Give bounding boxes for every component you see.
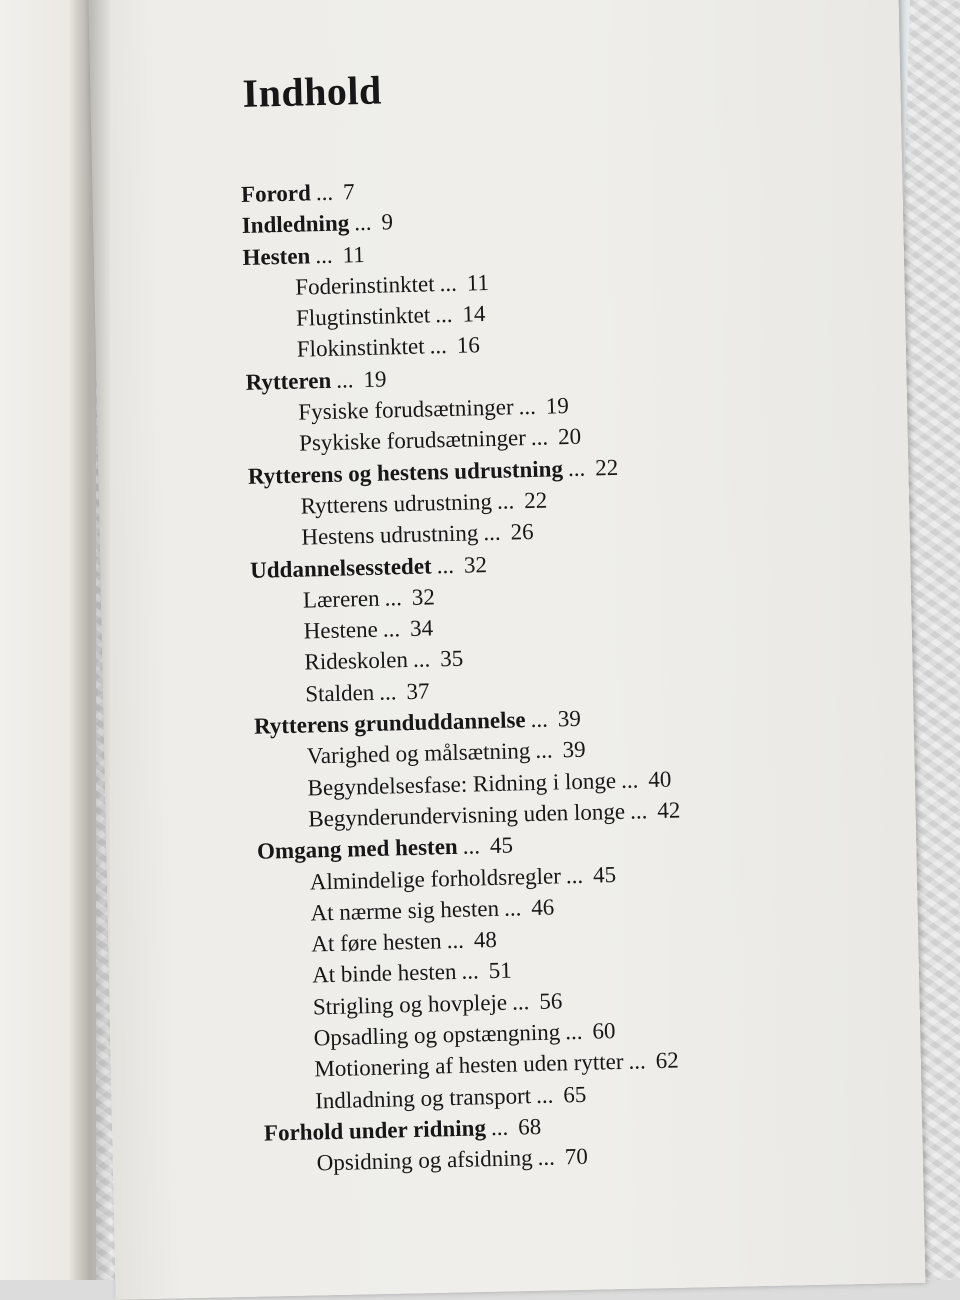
toc-page-number: 70	[564, 1143, 589, 1170]
toc-dot-leader: ...	[530, 424, 549, 451]
toc-page-number: 11	[342, 241, 365, 268]
toc-dot-leader: ...	[412, 646, 431, 673]
toc-dot-leader: ...	[518, 393, 537, 420]
toc-dot-leader: ...	[503, 895, 522, 921]
toc-dot-leader: ...	[434, 302, 453, 328]
toc-entry-title: At føre hesten	[311, 928, 442, 957]
toc-dot-leader: ...	[314, 242, 333, 268]
toc-entry-title: Rytterens udrustning	[300, 488, 493, 519]
toc-entry-title: Hesten	[242, 242, 311, 270]
toc-entry-title: Indladning og transport	[314, 1082, 532, 1114]
toc-dot-leader: ...	[511, 988, 530, 1015]
toc-entry-title: Fysiske forudsætninger	[298, 394, 514, 425]
toc-entry-title: Flokinstinktet	[296, 334, 425, 363]
toc-page-number: 7	[342, 179, 355, 205]
toc-dot-leader: ...	[567, 455, 586, 481]
toc-entry-title: Forord	[240, 180, 312, 207]
toc-entry-title: Hestens udrustning	[301, 520, 479, 550]
toc-page-number: 11	[466, 269, 490, 296]
toc-entry-title: Flugtinstinktet	[295, 302, 431, 331]
toc-dot-leader: ...	[378, 679, 397, 705]
toc-page-number: 42	[656, 797, 681, 823]
toc-page-number: 22	[594, 454, 619, 481]
toc-dot-leader: ...	[629, 798, 648, 824]
toc-entry-title: At binde hesten	[311, 959, 457, 988]
toc-page-number: 39	[557, 705, 582, 732]
toc-dot-leader: ...	[429, 333, 448, 359]
toc-entry-title: At nærme sig hesten	[310, 895, 500, 926]
toc-entry-title: Begyndelsesfase: Ridning i longe	[307, 767, 617, 801]
toc-page-number: 45	[489, 832, 514, 859]
toc-page-number: 45	[592, 861, 617, 888]
toc-page-number: 46	[530, 894, 555, 920]
toc-dot-leader: ...	[564, 1018, 583, 1045]
toc-entry-title: Rytteren	[245, 367, 332, 395]
toc-page-number: 22	[523, 487, 548, 514]
toc-page-number: 32	[463, 551, 488, 578]
toc-entry-title: Opsidning og afsidning	[316, 1145, 533, 1176]
toc-entry-title: Uddannelsesstedet	[249, 552, 432, 583]
page-title: Indhold	[242, 67, 383, 116]
toc-page-number: 68	[517, 1113, 542, 1140]
toc-dot-leader: ...	[335, 367, 354, 393]
toc-page-number: 62	[655, 1047, 680, 1074]
toc-page-number: 19	[363, 366, 387, 392]
toc-entry-title: Foderinstinktet	[295, 271, 435, 300]
toc-page-number: 32	[411, 584, 436, 610]
toc-dot-leader: ...	[384, 585, 403, 611]
toc-page-number: 65	[562, 1081, 587, 1107]
toc-entry-title: Rideskolen	[304, 647, 409, 676]
toc-page-number: 56	[539, 988, 563, 1014]
toc-dot-leader: ...	[315, 179, 334, 206]
toc-entry-title: Almindelige forholdsregler	[309, 862, 562, 895]
toc-entry-title: Indledning	[241, 210, 350, 239]
toc-page-number: 48	[473, 927, 498, 953]
toc-entry-title: Psykiske forudsætninger	[298, 425, 527, 456]
toc-entry-title: Rytterens grunduddannelse	[253, 707, 526, 739]
toc-dot-leader: ...	[353, 210, 372, 236]
toc-page-number: 37	[406, 678, 430, 704]
toc-page-number: 35	[439, 646, 464, 672]
toc-entry-title: Stalden	[304, 679, 375, 707]
toc-dot-leader: ...	[490, 1114, 509, 1141]
toc-dot-leader: ...	[436, 552, 455, 578]
toc-dot-leader: ...	[537, 1144, 556, 1171]
toc-page-number: 14	[462, 301, 486, 327]
toc-entry-title: Omgang med hesten	[256, 834, 458, 864]
toc-list	[241, 165, 825, 1180]
toc-dot-leader: ...	[628, 1048, 647, 1075]
toc-dot-leader: ...	[620, 767, 639, 793]
toc-entry-title: Forhold under ridning	[263, 1115, 487, 1146]
toc-page-number: 19	[545, 393, 570, 419]
table-of-contents	[238, 56, 825, 1180]
toc-page-number: 9	[381, 209, 394, 235]
toc-page-number: 51	[488, 958, 512, 984]
toc-page-number: 40	[647, 766, 672, 792]
toc-entry-title: Opsadling og opstængning	[313, 1019, 561, 1051]
toc-dot-leader: ...	[530, 706, 549, 733]
toc-entry-title: Begynderundervisning uden longe	[308, 798, 626, 832]
toc-dot-leader: ...	[535, 737, 553, 764]
toc-page-number: 16	[456, 332, 481, 359]
toc-dot-leader: ...	[483, 519, 501, 546]
toc-page-number: 60	[592, 1018, 616, 1044]
toc-entry-title: Varighed og målsætning	[306, 738, 531, 769]
toc-dot-leader: ...	[535, 1082, 554, 1108]
toc-dot-leader: ...	[496, 488, 515, 514]
toc-entry-title: Strigling og hovpleje	[312, 989, 508, 1020]
toc-page-number: 39	[562, 737, 586, 763]
toc-page-number: 20	[557, 424, 582, 450]
toc-page-number: 34	[409, 615, 434, 642]
toc-entry-title: Læreren	[302, 585, 380, 613]
toc-entry-title: Rytterens og hestens udrustning	[247, 455, 564, 489]
toc-entry-title: Motionering af hesten uden rytter	[314, 1049, 624, 1082]
toc-dot-leader: ...	[446, 927, 465, 954]
toc-entry-title: Hestene	[303, 616, 379, 644]
toc-dot-leader: ...	[461, 958, 480, 985]
book-gutter	[70, 0, 110, 1280]
toc-page-number: 26	[510, 519, 534, 545]
toc-dot-leader: ...	[565, 862, 584, 888]
toc-dot-leader: ...	[439, 270, 458, 297]
toc-dot-leader: ...	[462, 833, 481, 859]
toc-dot-leader: ...	[382, 616, 401, 642]
